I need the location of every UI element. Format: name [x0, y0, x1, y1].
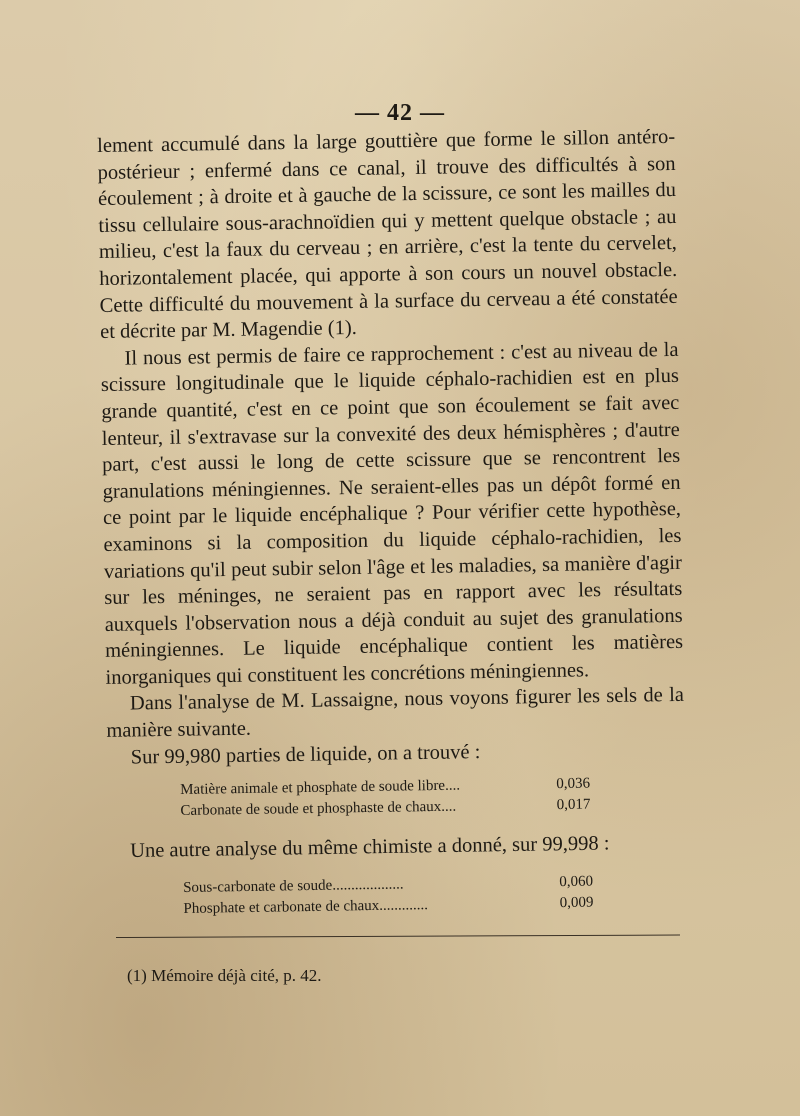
- analysis-value: 0,017: [556, 796, 591, 814]
- footnote-divider: [116, 935, 680, 938]
- paragraph-continuation: lement accumulé dans la large gouttière que forme le sillon antéro-postérieur ; enfermé dans ce canal, il trouve des difficultés à son écoulement ; à droite et à gauche de la scissure, ce sont les mailles du tissu cellulaire sous-arachnoïdien qui y mettent quelque obstacle ; au milieu, c'est la faux du cerveau ; en arrière, c'est la tente du cervelet, horizontalement placée, qui apporte à son cours un nouvel obstacle. Cette difficulté du mouvement à la surface du cerveau a été constatée et décrite par M. Magendie (1).: [97, 125, 678, 344]
- body-text: [97, 124, 685, 771]
- second-analysis-intro: Une autre analyse du même chimiste a donné, sur 99,998 :: [130, 832, 610, 862]
- analysis-table-2: [183, 872, 594, 920]
- paragraph-lassaigne: Dans l'analyse de M. Lassaigne, nous voyons figurer les sels de la manière suivante.: [106, 684, 685, 742]
- analysis-value: 0,009: [559, 894, 594, 912]
- page-number: — 42 —: [355, 100, 445, 126]
- footnote: (1) Mémoire déjà cité, p. 42.: [127, 966, 322, 985]
- analysis-label: Matière animale et phosphate de soude libre....: [180, 777, 461, 798]
- analysis-label: Carbonate de soude et phosphaste de chaux....: [180, 798, 457, 819]
- analysis-value: 0,060: [559, 873, 594, 891]
- analysis-value: 0,036: [556, 775, 591, 793]
- paragraph-sur-99980: Sur 99,980 parties de liquide, on a trouvé :: [130, 740, 481, 769]
- analysis-table-1: [180, 774, 591, 822]
- paragraph-rapprochement: Il nous est permis de faire ce rapprochement : c'est au niveau de la scissure longitudinale que le liquide céphalo-rachidien est en plus grande quantité, c'est en ce point que son écoulement se fait avec lenteur, il s'extravase sur la convexité des deux hémisphères ; d'autre part, c'est aussi le long de cette scissure que se rencontrent les granulations méningiennes. Ne seraient-elles pas un dépôt formé en ce point par le liquide encéphalique ? Pour vérifier cette hypothèse, examinons si la composition du liquide céphalo-rachidien, les variations qu'il peut subir selon l'âge et les maladies, sa manière d'agir sur les méninges, ne seraient pas en rapport avec les résultats auxquels l'observation nous a déjà conduit au sujet des granulations méningiennes. Le liquide encéphalique contient les matières inorganiques qui constituent les concrétions méningiennes.: [100, 338, 684, 689]
- analysis-label: Sous-carbonate de soude...................: [183, 876, 404, 896]
- analysis-label: Phosphate et carbonate de chaux.............: [183, 897, 429, 917]
